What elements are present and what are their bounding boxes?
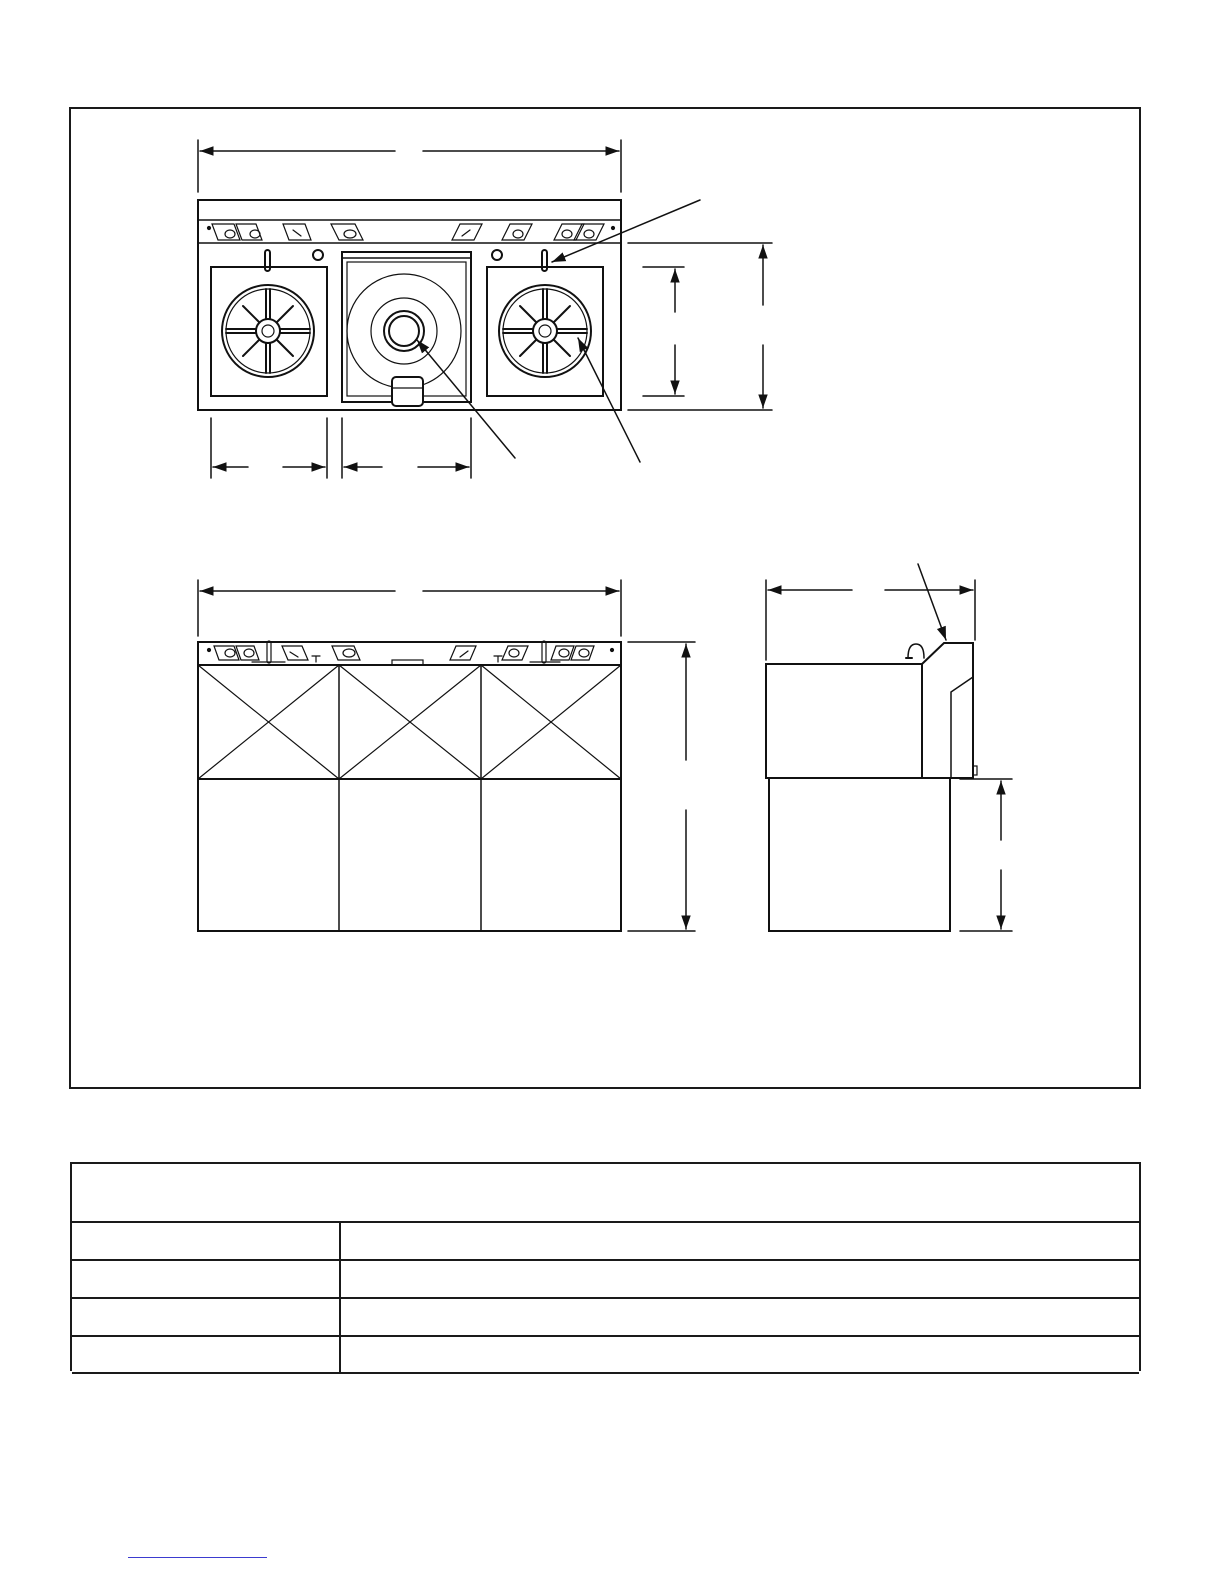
table-row: [72, 1223, 1139, 1261]
front-control-strip: [208, 641, 614, 665]
table-row: [72, 1336, 1139, 1374]
side-view: [766, 564, 1012, 931]
front-view: [198, 580, 695, 931]
top-bottom-dimensions: [211, 418, 471, 478]
top-leader-lines: [417, 200, 700, 462]
side-backguard: [922, 643, 973, 778]
side-base: [769, 778, 950, 931]
side-leader-line: [918, 564, 946, 640]
spec-table: [70, 1162, 1141, 1371]
center-hot-plate: [342, 252, 471, 406]
table-cell-label: [72, 1299, 341, 1335]
footer-link[interactable]: [128, 1557, 267, 1558]
side-top-section: [766, 664, 922, 778]
front-body-outline: [198, 642, 621, 931]
front-panel-crosses: [198, 665, 621, 779]
table-cell-value: [341, 1261, 1139, 1297]
right-burner: [487, 250, 603, 396]
side-height-dimension: [960, 779, 1012, 931]
front-width-dimension: [198, 580, 621, 636]
table-cell-label: [72, 1261, 341, 1297]
top-width-dimension: [198, 140, 621, 192]
front-height-dimension: [628, 642, 695, 931]
table-cell-label: [72, 1223, 341, 1259]
control-knob-strip: [208, 224, 615, 240]
table-row: [72, 1299, 1139, 1337]
top-view: [198, 140, 772, 478]
spec-table-header: [72, 1164, 1139, 1223]
table-cell-value: [341, 1299, 1139, 1335]
left-burner: [211, 250, 327, 396]
top-depth-dimensions: [628, 243, 772, 410]
table-cell-value: [341, 1336, 1139, 1372]
side-depth-dimension: [766, 580, 975, 660]
table-row: [72, 1261, 1139, 1299]
table-cell-value: [341, 1223, 1139, 1259]
table-cell-label: [72, 1336, 341, 1372]
